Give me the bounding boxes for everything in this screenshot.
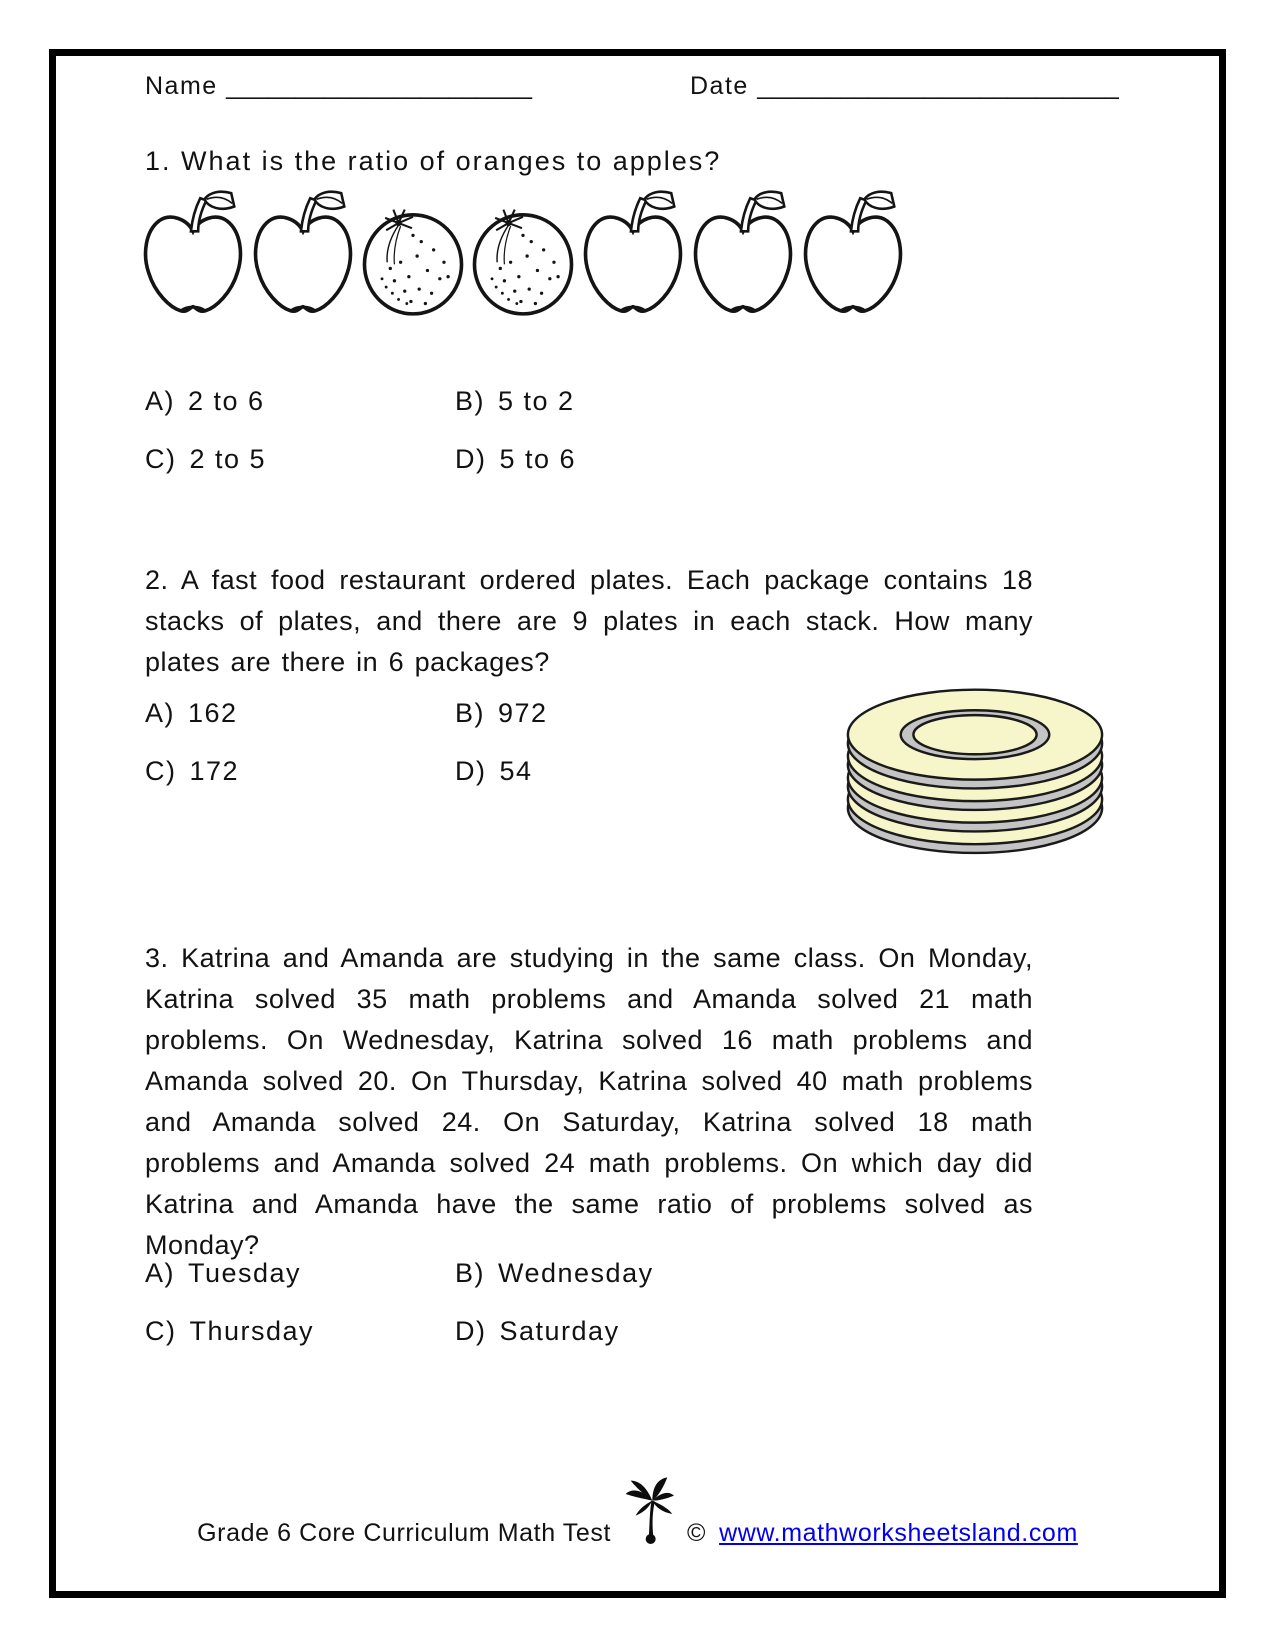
option-letter: B) bbox=[455, 698, 485, 728]
option-letter: A) bbox=[145, 1258, 175, 1288]
question-3-options bbox=[145, 1258, 785, 1347]
orange-icon bbox=[358, 190, 468, 318]
option-text: Thursday bbox=[189, 1316, 315, 1346]
date-field bbox=[690, 72, 1119, 101]
question-1-options bbox=[145, 386, 785, 475]
page-border-frame bbox=[49, 49, 1226, 1598]
option-letter: B) bbox=[455, 386, 485, 416]
apple-icon bbox=[798, 190, 908, 318]
q1-option-a bbox=[145, 386, 455, 417]
option-letter: A) bbox=[145, 698, 175, 728]
option-letter: A) bbox=[145, 386, 175, 416]
apple-icon bbox=[688, 190, 798, 318]
q3-option-b bbox=[455, 1258, 785, 1289]
option-text: 972 bbox=[498, 698, 548, 728]
date-blank-line: __________________________ bbox=[757, 72, 1119, 100]
plate-stack-image bbox=[844, 670, 1106, 863]
q3-option-a bbox=[145, 1258, 455, 1289]
apple-icon bbox=[578, 190, 688, 318]
date-label: Date bbox=[690, 72, 749, 100]
apple-icon bbox=[138, 190, 248, 318]
option-text: 5 to 2 bbox=[498, 386, 575, 416]
option-letter: D) bbox=[455, 1316, 487, 1346]
option-text: 2 to 5 bbox=[189, 444, 267, 474]
option-letter: D) bbox=[455, 756, 487, 786]
option-letter: C) bbox=[145, 1316, 177, 1346]
question-1-text bbox=[145, 146, 721, 177]
footer-title: Grade 6 Core Curriculum Math Test bbox=[197, 1519, 612, 1547]
question-2-number: 2. bbox=[145, 565, 169, 595]
orange-icon bbox=[468, 190, 578, 318]
question-1-prompt: What is the ratio of oranges to apples? bbox=[181, 146, 722, 176]
option-text: Tuesday bbox=[188, 1258, 302, 1288]
footer bbox=[56, 1470, 1219, 1548]
name-label: Name bbox=[145, 72, 218, 100]
option-text: 5 to 6 bbox=[499, 444, 577, 474]
option-letter: D) bbox=[455, 444, 487, 474]
palm-tree-icon bbox=[624, 1470, 674, 1548]
q1-option-d bbox=[455, 444, 785, 475]
copyright-symbol: © bbox=[687, 1519, 707, 1547]
footer-link[interactable]: www.mathworksheetsland.com bbox=[719, 1519, 1078, 1547]
q2-option-a bbox=[145, 698, 455, 729]
question-2-options bbox=[145, 698, 785, 787]
q1-option-c bbox=[145, 444, 455, 475]
option-text: 162 bbox=[188, 698, 238, 728]
option-text: Wednesday bbox=[498, 1258, 654, 1288]
q3-option-d bbox=[455, 1316, 785, 1347]
q3-option-c bbox=[145, 1316, 455, 1347]
question-2-prompt: A fast food restaurant ordered plates. Each package contains 18 stacks of plates, and there are 9 plates in each stack. How many plates are there in 6 packages? bbox=[145, 565, 1033, 677]
q2-option-c bbox=[145, 756, 455, 787]
question-1-number: 1. bbox=[145, 146, 172, 176]
q2-option-d bbox=[455, 756, 785, 787]
apple-icon bbox=[248, 190, 358, 318]
question-3-prompt: Katrina and Amanda are studying in the same class. On Monday, Katrina solved 35 math problems and Amanda solved 21 math problems. On Wednesday, Katrina solved 16 math problems and Amanda solved 20. On Thursday, Katrina solved 40 math problems and Amanda solved 24. On Saturday, Katrina solved 18 math problems and Amanda solved 24 math problems. On which day did Katrina and Amanda have the same ratio of problems solved as Monday? bbox=[145, 943, 1033, 1260]
option-text: 172 bbox=[189, 756, 240, 786]
fruit-row bbox=[138, 190, 918, 318]
q2-option-b bbox=[455, 698, 785, 729]
option-text: 54 bbox=[499, 756, 533, 786]
name-field bbox=[145, 72, 532, 101]
option-letter: C) bbox=[145, 444, 177, 474]
option-letter: B) bbox=[455, 1258, 485, 1288]
option-letter: C) bbox=[145, 756, 177, 786]
question-3-number: 3. bbox=[145, 943, 169, 973]
q1-option-b bbox=[455, 386, 785, 417]
option-text: 2 to 6 bbox=[188, 386, 265, 416]
question-3-text bbox=[145, 938, 1033, 1266]
name-blank-line: ______________________ bbox=[226, 72, 533, 100]
option-text: Saturday bbox=[499, 1316, 620, 1346]
stack-of-plates-icon bbox=[844, 670, 1106, 858]
question-2-text bbox=[145, 560, 1033, 683]
